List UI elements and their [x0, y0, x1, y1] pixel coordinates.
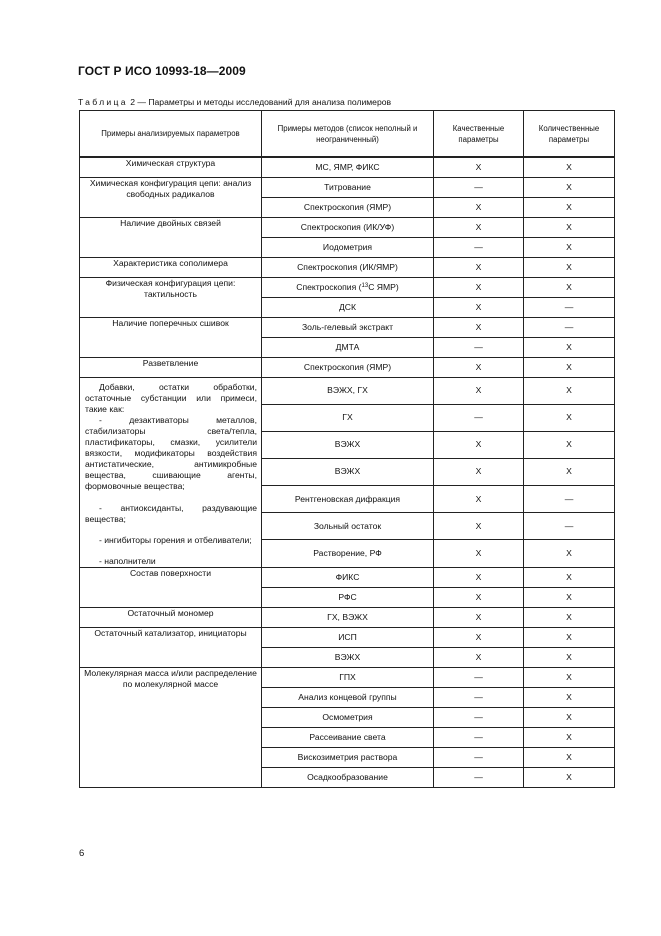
quant-cell: X: [524, 197, 615, 217]
header-quant: Количественные параметры: [524, 111, 615, 158]
method-cell: Растворение, РФ: [262, 540, 434, 567]
qual-cell: X: [434, 627, 524, 647]
param-cell: Наличие двойных связей: [80, 217, 262, 257]
quant-cell: X: [524, 157, 615, 177]
table-row: [80, 357, 615, 377]
method-cell: Рассеивание света: [262, 727, 434, 747]
qual-cell: —: [434, 404, 524, 431]
quant-cell: —: [524, 317, 615, 337]
qual-cell: X: [434, 486, 524, 513]
additive-b: - антиоксиданты, раздувающие вещества;: [85, 502, 257, 524]
qual-cell: X: [434, 607, 524, 627]
method-cell: ДСК: [262, 297, 434, 317]
method-cell: ВЭЖХ: [262, 647, 434, 667]
additive-intro: Добавки, остатки обработки, остаточные субстанции или примеси, такие как:: [85, 381, 257, 414]
param-cell: Остаточный катализатор, инициаторы: [80, 627, 262, 667]
header-method: Примеры методов (список неполный и неограниченный): [262, 111, 434, 158]
method-cell: Иодометрия: [262, 237, 434, 257]
quant-cell: X: [524, 257, 615, 277]
quant-cell: X: [524, 431, 615, 458]
header-param: Примеры анализируемых параметров: [80, 111, 262, 158]
table-caption: [78, 97, 391, 107]
table-row: [80, 627, 615, 647]
table-header-row: [80, 111, 615, 158]
method-cell: ИСП: [262, 627, 434, 647]
param-cell: Химическая структура: [80, 157, 262, 177]
qual-cell: X: [434, 197, 524, 217]
qual-cell: X: [434, 317, 524, 337]
method-cell: ДМТА: [262, 337, 434, 357]
qual-cell: —: [434, 667, 524, 687]
table-row: [80, 607, 615, 627]
param-cell: Разветвление: [80, 357, 262, 377]
quant-cell: X: [524, 687, 615, 707]
quant-cell: X: [524, 277, 615, 297]
table-row: [80, 377, 615, 404]
table-row: [80, 217, 615, 237]
param-cell: Молекулярная масса и/или распределение по молекулярной массе: [80, 667, 262, 787]
method-cell: Спектроскопия ($^{13}$C ЯМР): [262, 277, 434, 297]
param-cell: Характеристика сополимера: [80, 257, 262, 277]
quant-cell: X: [524, 647, 615, 667]
method-cell: Спектроскопия (ИК/УФ): [262, 217, 434, 237]
quant-cell: X: [524, 237, 615, 257]
method-cell: ГХ, ВЭЖХ: [262, 607, 434, 627]
method-cell: ГХ: [262, 404, 434, 431]
qual-cell: X: [434, 257, 524, 277]
method-cell: Осадкообразование: [262, 767, 434, 787]
quant-cell: X: [524, 767, 615, 787]
qual-cell: X: [434, 431, 524, 458]
qual-cell: —: [434, 237, 524, 257]
method-cell: Зольный остаток: [262, 513, 434, 540]
qual-cell: X: [434, 567, 524, 587]
caption-text: 2 — Параметры и методы исследований для анализа полимеров: [130, 97, 392, 107]
method-cell: Золь-гелевый экстракт: [262, 317, 434, 337]
quant-cell: X: [524, 667, 615, 687]
quant-cell: —: [524, 297, 615, 317]
parameters-table: [79, 110, 615, 788]
additives-cell: [80, 377, 262, 567]
qual-cell: X: [434, 217, 524, 237]
method-cell: Спектроскопия (ЯМР): [262, 197, 434, 217]
param-cell: Химическая конфигурация цепи: анализ свободных радикалов: [80, 177, 262, 217]
method-cell: РФС: [262, 587, 434, 607]
quant-cell: X: [524, 458, 615, 485]
method-cell: Анализ концевой группы: [262, 687, 434, 707]
qual-cell: X: [434, 357, 524, 377]
quant-cell: X: [524, 707, 615, 727]
qual-cell: —: [434, 687, 524, 707]
page-number: 6: [79, 848, 85, 859]
qual-cell: X: [434, 458, 524, 485]
quant-cell: X: [524, 727, 615, 747]
header-qual: Качественные параметры: [434, 111, 524, 158]
param-cell: Состав поверхности: [80, 567, 262, 607]
quant-cell: X: [524, 357, 615, 377]
qual-cell: X: [434, 157, 524, 177]
qual-cell: —: [434, 707, 524, 727]
qual-cell: —: [434, 767, 524, 787]
quant-cell: X: [524, 177, 615, 197]
param-cell: Физическая конфигурация цепи: тактильность: [80, 277, 262, 317]
quant-cell: X: [524, 337, 615, 357]
quant-cell: —: [524, 486, 615, 513]
qual-cell: X: [434, 587, 524, 607]
quant-cell: X: [524, 627, 615, 647]
table-row: [80, 667, 615, 687]
quant-cell: X: [524, 587, 615, 607]
additive-a: - дезактиваторы металлов, стабилизаторы света/тепла, пластификаторы, смазки, усилители вязкости, модификаторы воздействия антистатические, антимикробные вещества, сшивающие агенты, формовочные вещества;: [85, 414, 257, 491]
table-row: [80, 277, 615, 297]
document-header: ГОСТ Р ИСО 10993-18—2009: [78, 64, 246, 78]
additive-c: - ингибиторы горения и отбеливатели;: [99, 534, 252, 545]
param-cell: Наличие поперечных сшивок: [80, 317, 262, 357]
qual-cell: X: [434, 377, 524, 404]
quant-cell: X: [524, 404, 615, 431]
table-row: [80, 567, 615, 587]
method-cell: Спектроскопия (ЯМР): [262, 357, 434, 377]
method-cell: Титрование: [262, 177, 434, 197]
qual-cell: X: [434, 647, 524, 667]
param-cell: Остаточный мономер: [80, 607, 262, 627]
table-body: [80, 157, 615, 787]
table-row: [80, 177, 615, 197]
method-cell: ФИКС: [262, 567, 434, 587]
qual-cell: X: [434, 540, 524, 567]
table-row: [80, 257, 615, 277]
table-row: [80, 317, 615, 337]
method-cell: ГПХ: [262, 667, 434, 687]
qual-cell: —: [434, 727, 524, 747]
table-row: [80, 157, 615, 177]
qual-cell: X: [434, 277, 524, 297]
qual-cell: —: [434, 747, 524, 767]
quant-cell: X: [524, 540, 615, 567]
method-cell: ВЭЖХ: [262, 458, 434, 485]
quant-cell: X: [524, 747, 615, 767]
additive-d: - наполнители: [99, 555, 156, 566]
quant-cell: X: [524, 217, 615, 237]
qual-cell: —: [434, 337, 524, 357]
quant-cell: X: [524, 377, 615, 404]
method-cell: Рентгеновская дифракция: [262, 486, 434, 513]
quant-cell: —: [524, 513, 615, 540]
method-cell: МС, ЯМР, ФИКС: [262, 157, 434, 177]
caption-label: Таблица: [78, 97, 128, 107]
qual-cell: X: [434, 297, 524, 317]
method-cell: ВЭЖХ: [262, 431, 434, 458]
method-cell: Спектроскопия (ИК/ЯМР): [262, 257, 434, 277]
quant-cell: X: [524, 567, 615, 587]
method-cell: ВЭЖХ, ГХ: [262, 377, 434, 404]
quant-cell: X: [524, 607, 615, 627]
qual-cell: —: [434, 177, 524, 197]
method-cell: Вискозиметрия раствора: [262, 747, 434, 767]
qual-cell: X: [434, 513, 524, 540]
method-cell: Осмометрия: [262, 707, 434, 727]
